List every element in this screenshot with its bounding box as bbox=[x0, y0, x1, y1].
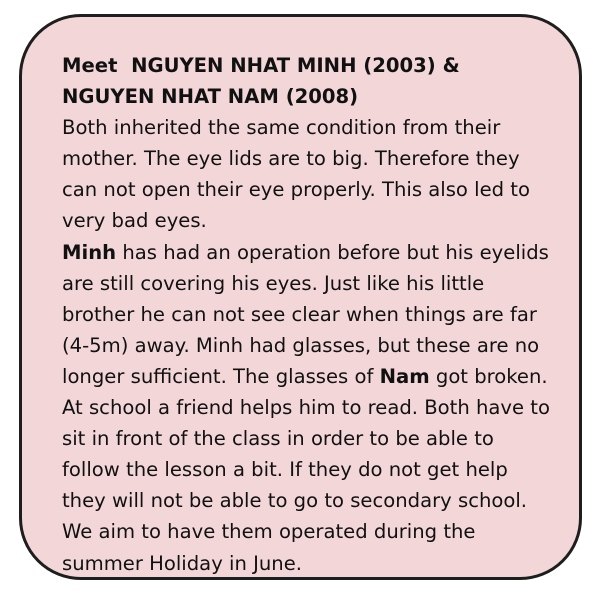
paragraph-details-part-1: has had an operation before but his eyelids are still covering his eyes. Just like his little brother he can not see clear when things are far (4-5m) away. Minh had glasses, but these are no longer sufficient. The glasses of bbox=[62, 240, 549, 388]
name-minh: Minh bbox=[62, 240, 117, 264]
paragraph-details bbox=[62, 237, 552, 579]
name-nam: Nam bbox=[379, 364, 430, 388]
info-card bbox=[19, 14, 582, 580]
paragraph-details-part-2: got broken. At school a friend helps him to read. Both have to sit in front of the class in order to be able to follow the lesson a bit. If they do not get help they will not be able to go to secondary school. We aim to have them operated during the summer Holiday in June. bbox=[62, 364, 550, 575]
title-line-1: Meet NGUYEN NHAT MINH (2003) & bbox=[62, 54, 460, 77]
card-content bbox=[62, 50, 552, 579]
title-line-2: NGUYEN NHAT NAM (2008) bbox=[62, 85, 359, 109]
paragraph-condition: Both inherited the same condition from their mother. The eye lids are to big. Therefore they can not open their eye properly. This also led to very bad eyes. bbox=[62, 116, 530, 233]
card-title bbox=[62, 50, 552, 112]
